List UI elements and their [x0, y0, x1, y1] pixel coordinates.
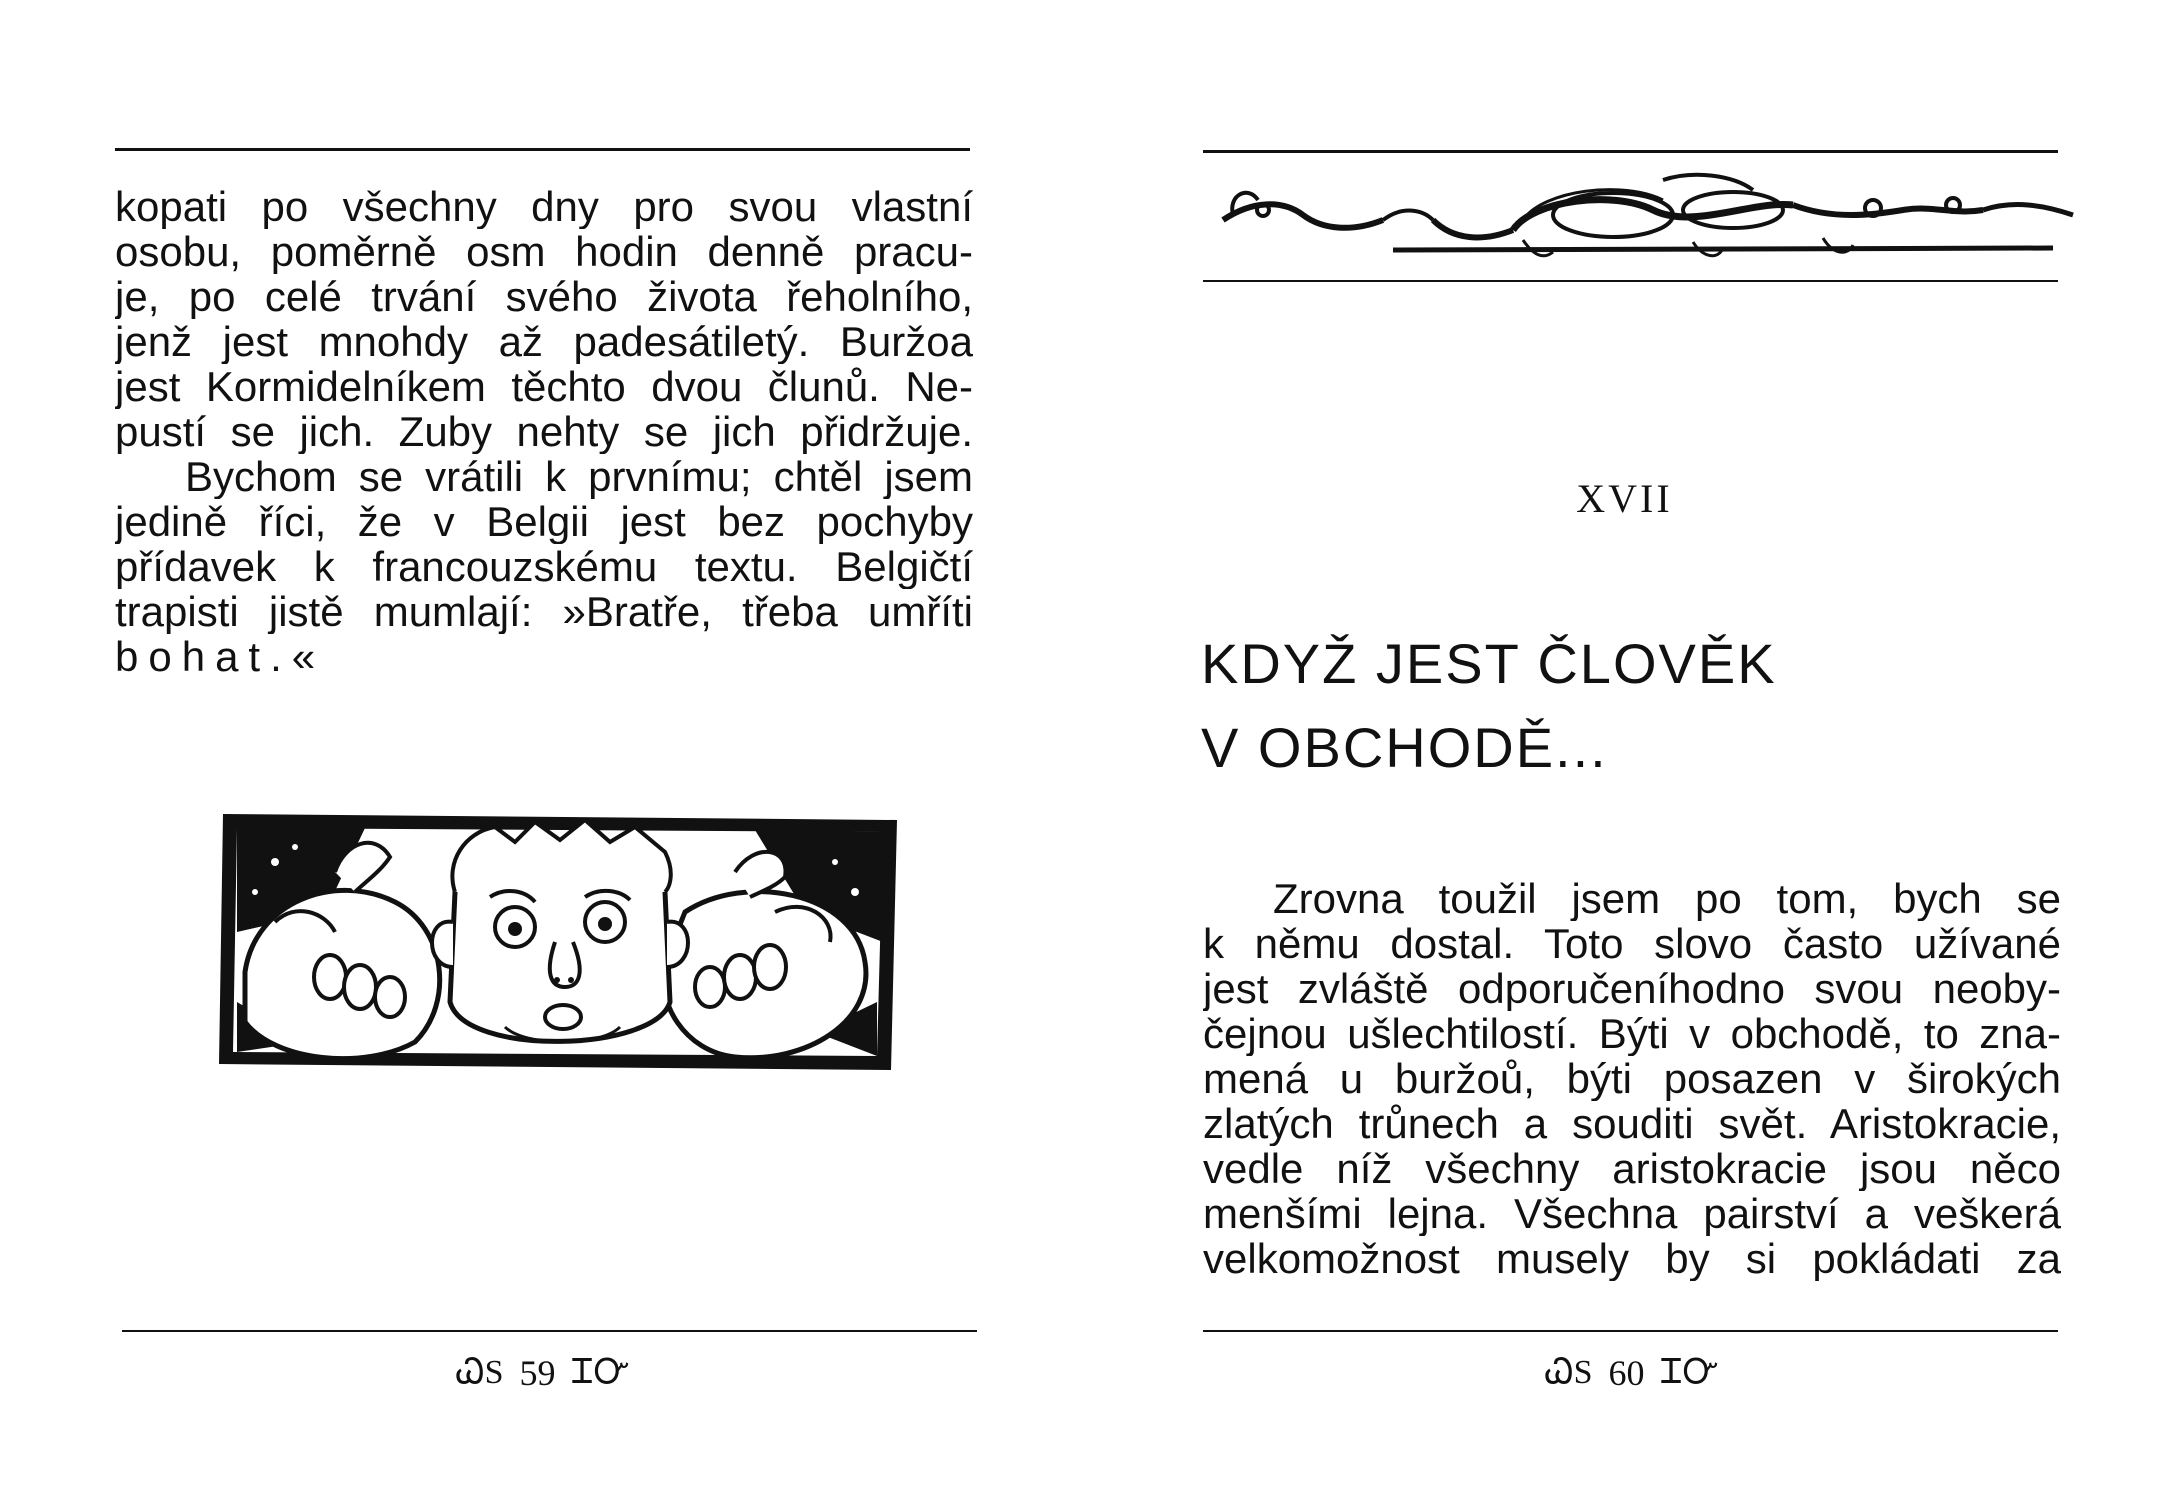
page-number-folio: [456, 1352, 630, 1394]
text-line: mená u buržoů, býti posazen v širokých: [1203, 1056, 2061, 1101]
text-line: čejnou ušlechtilostí. Býti v obchodě, to zna-: [1203, 1011, 2061, 1056]
text-line: přídavek k francouzskému textu. Belgičtí: [115, 544, 973, 589]
text-line: Zrovna toužil jsem po tom, bych se: [1273, 876, 2061, 921]
folio-ornament-left-icon: ᏇS: [456, 1354, 504, 1391]
text-line: zlatých trůnech a souditi svět. Aristokracie,: [1203, 1101, 2061, 1146]
caricature-illustration: [215, 802, 905, 1082]
text-line: kopati po všechny dny pro svou vlastní: [115, 184, 973, 229]
folio-ornament-right-icon: ᏆᏅ: [571, 1354, 630, 1391]
top-rule: [115, 148, 970, 151]
page-number-folio: [1545, 1352, 1719, 1394]
text-line: osobu, poměrně osm hodin denně pracu-: [115, 229, 973, 274]
text-line: jest zvláště odporučeníhodno svou neoby-: [1203, 966, 2061, 1011]
top-rule: [1203, 150, 2058, 153]
text-line: vedle níž všechny aristokracie jsou něco: [1203, 1146, 2061, 1191]
ornament-underline-rule: [1203, 280, 2058, 282]
paragraph: [1203, 876, 2061, 1281]
text-line: pustí se jich. Zuby nehty se jich přidržuje.: [115, 409, 973, 454]
paragraph: [115, 454, 973, 679]
chapter-title: [1201, 622, 1777, 790]
text-line: Bychom se vrátili k prvnímu; chtěl jsem: [185, 454, 973, 499]
bottom-rule: [1203, 1330, 2058, 1332]
chapter-title-line: V OBCHODĚ...: [1201, 716, 1608, 779]
text-line: trapisti jistě mumlají: »Bratře, třeba umříti: [115, 589, 973, 634]
body-text: [115, 184, 973, 679]
text-line: je, po celé trvání svého života řeholního,: [115, 274, 973, 319]
text-line: bohat.«: [115, 634, 326, 679]
chapter-title-line: KDYŽ JEST ČLOVĚK: [1201, 632, 1777, 695]
folio-ornament-right-icon: ᏆᏅ: [1660, 1354, 1719, 1391]
page-number: 59: [519, 1353, 556, 1393]
body-text: [1203, 876, 2061, 1281]
text-line: jenž jest mnohdy až padesátiletý. Buržoa: [115, 319, 973, 364]
text-line: k němu dostal. Toto slovo často užívané: [1203, 921, 2061, 966]
text-line: jedině říci, že v Belgii jest bez pochyby: [115, 499, 973, 544]
folio-ornament-left-icon: ᏇS: [1545, 1354, 1593, 1391]
text-line: menšími lejna. Všechna pairství a veškerá: [1203, 1191, 2061, 1236]
paragraph: [115, 184, 973, 454]
chapter-number: XVII: [1576, 476, 1673, 521]
bottom-rule: [122, 1330, 977, 1332]
right-page: [1083, 0, 2166, 1500]
text-line: jest Kormidelníkem těchto dvou člunů. Ne-: [115, 364, 973, 409]
page-number: 60: [1608, 1353, 1645, 1393]
art-nouveau-vignette-icon: [1193, 160, 2093, 270]
text-line: velkomožnost musely by si pokládati za: [1203, 1236, 2061, 1281]
